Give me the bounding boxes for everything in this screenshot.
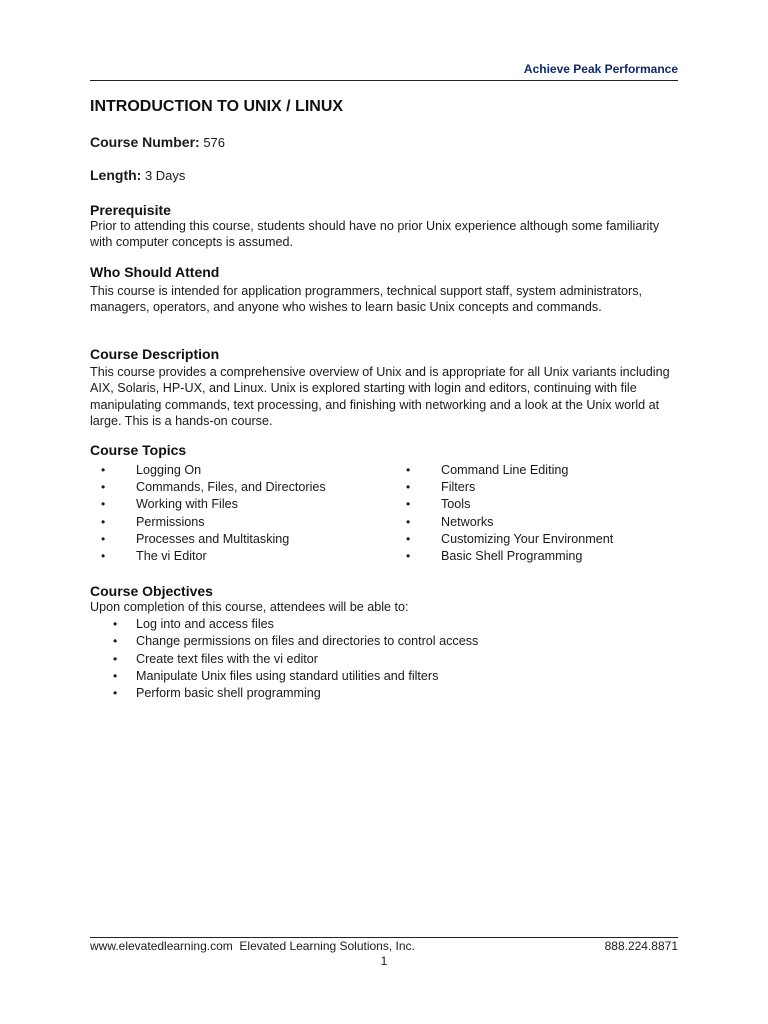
length-value: 3 Days <box>144 168 186 183</box>
list-item: • Change permissions on files and directories to control access <box>90 633 478 650</box>
length-row <box>90 167 185 183</box>
page-number: 1 <box>380 954 388 968</box>
list-item: • Commands, Files, and Directories <box>90 479 395 496</box>
list-item: • Permissions <box>90 514 395 531</box>
prerequisite-text: Prior to attending this course, students should have no prior Unix experience although some familiarity with computer concepts is assumed. <box>90 219 660 250</box>
list-item: • Log into and access files <box>90 616 478 633</box>
footer-divider <box>90 937 678 938</box>
footer-phone: 888.224.8871 <box>604 939 678 953</box>
list-item: • Networks <box>395 514 690 531</box>
course-objectives-intro: Upon completion of this course, attendees will be able to: <box>90 600 409 614</box>
course-objectives-list <box>90 616 478 702</box>
course-number-row <box>90 134 225 150</box>
list-item: • The vi Editor <box>90 548 395 565</box>
who-should-attend-text: This course is intended for application programmers, technical support staff, system administrators, managers, operators, and anyone who wishes to learn basic Unix concepts and commands. <box>90 284 643 315</box>
footer-contact <box>90 939 415 953</box>
list-item: • Working with Files <box>90 496 395 513</box>
course-number-label: Course Number: <box>90 134 200 150</box>
list-item: • Basic Shell Programming <box>395 548 690 565</box>
course-description-text: This course provides a comprehensive overview of Unix and is appropriate for all Unix variants including AIX, Solaris, HP-UX, and Linux. Unix is explored starting with login and editors, continuing with file manipulating commands, text processing, and finishing with networking and a look at the Unix world at large. This is a hands-on course. <box>90 365 670 429</box>
course-topics-list <box>90 462 690 565</box>
list-item: • Processes and Multitasking <box>90 531 395 548</box>
footer-company: Elevated Learning Solutions, Inc. <box>239 939 415 953</box>
list-item: • Perform basic shell programming <box>90 685 478 702</box>
list-item: • Create text files with the vi editor <box>90 651 478 668</box>
course-description-heading: Course Description <box>90 346 220 362</box>
header-divider <box>90 80 678 81</box>
course-objectives-heading: Course Objectives <box>90 583 213 599</box>
list-item: • Logging On <box>90 462 395 479</box>
list-item: • Filters <box>395 479 690 496</box>
prerequisite-heading: Prerequisite <box>90 202 171 218</box>
course-topics-heading: Course Topics <box>90 442 187 458</box>
who-should-attend-heading: Who Should Attend <box>90 264 220 280</box>
course-number-value: 576 <box>203 135 226 150</box>
list-item: • Customizing Your Environment <box>395 531 690 548</box>
course-title: INTRODUCTION TO UNIX / LINUX <box>90 98 344 115</box>
list-item: • Manipulate Unix files using standard utilities and filters <box>90 668 478 685</box>
list-item: • Command Line Editing <box>395 462 690 479</box>
footer-website: www.elevatedlearning.com <box>90 939 233 953</box>
list-item: • Tools <box>395 496 690 513</box>
length-label: Length: <box>90 167 142 183</box>
header-tagline: Achieve Peak Performance <box>523 62 678 76</box>
